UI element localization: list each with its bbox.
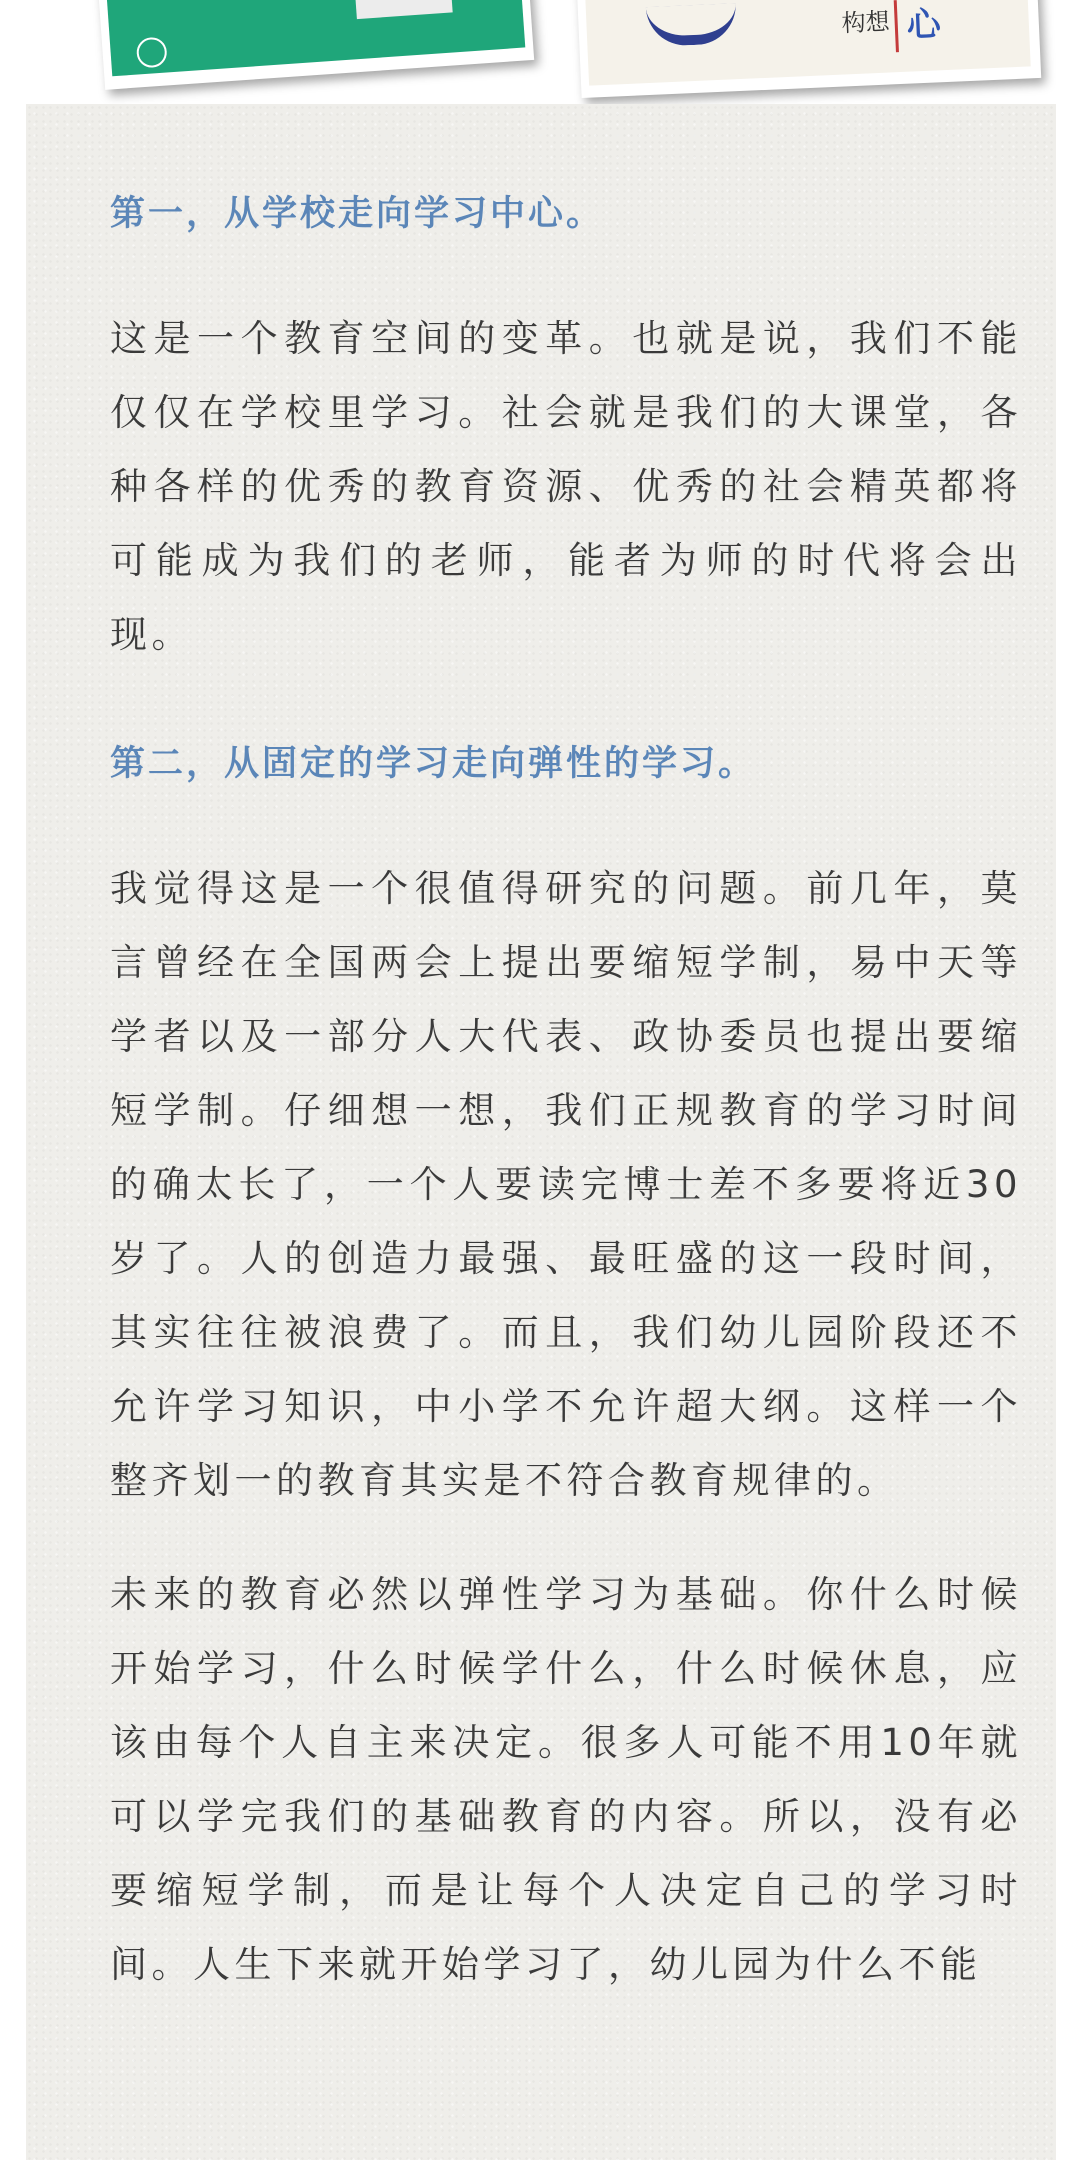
cover-arc-graphic — [646, 3, 738, 47]
cover-title-fragment-large: 心 — [905, 4, 942, 46]
section-heading-1: 第一，从学校走向学习中心。 — [110, 194, 605, 234]
article-content — [110, 188, 1022, 2002]
section-heading-2: 第二，从固定的学习走向弹性的学习。 — [110, 744, 757, 784]
paragraph-2: 我觉得这是一个很值得研究的问题。前几年，莫言曾经在全国两会上提出要缩短学制，易中天等学者以及一部分人大代表、政协委员也提出要缩短学制。仔细想一想，我们正规教育的学习时间的确太长了，一个人要读完博士差不多要将近30岁了。人的创造力最强、最旺盛的这一段时间，其实往往被浪费了。而且，我们幼儿园阶段还不允许学习知识，中小学不允许超大纲。这样一个整齐划一的教育其实是不符合教育规律的。 — [110, 867, 1022, 1502]
paper-background — [26, 104, 1056, 2160]
paragraph-3: 未来的教育必然以弹性学习为基础。你什么时候开始学习，什么时候学什么，什么时候休息，应该由每个人自主来决定。很多人可能不用10年就可以学完我们的基础教育的内容。所以，没有必要缩短学制，而是让每个人决定自己的学习时间。人生下来就开始学习了，幼儿园为什么不能 — [110, 1573, 1022, 1986]
author-portrait-image — [351, 0, 452, 19]
book-cover-right-art — [583, 0, 1031, 86]
publisher-badge-icon — [136, 36, 168, 68]
cover-title-fragment: 构想 — [841, 7, 891, 38]
cover-divider-line — [894, 0, 899, 52]
book-covers-strip — [0, 0, 1080, 104]
book-cover-right — [575, 0, 1041, 98]
book-cover-left — [96, 0, 534, 90]
book-cover-left-art — [104, 0, 526, 76]
paragraph-1: 这是一个教育空间的变革。也就是说，我们不能仅仅在学校里学习。社会就是我们的大课堂，各种各样的优秀的教育资源、优秀的社会精英都将可能成为我们的老师，能者为师的时代将会出现。 — [110, 317, 1022, 656]
